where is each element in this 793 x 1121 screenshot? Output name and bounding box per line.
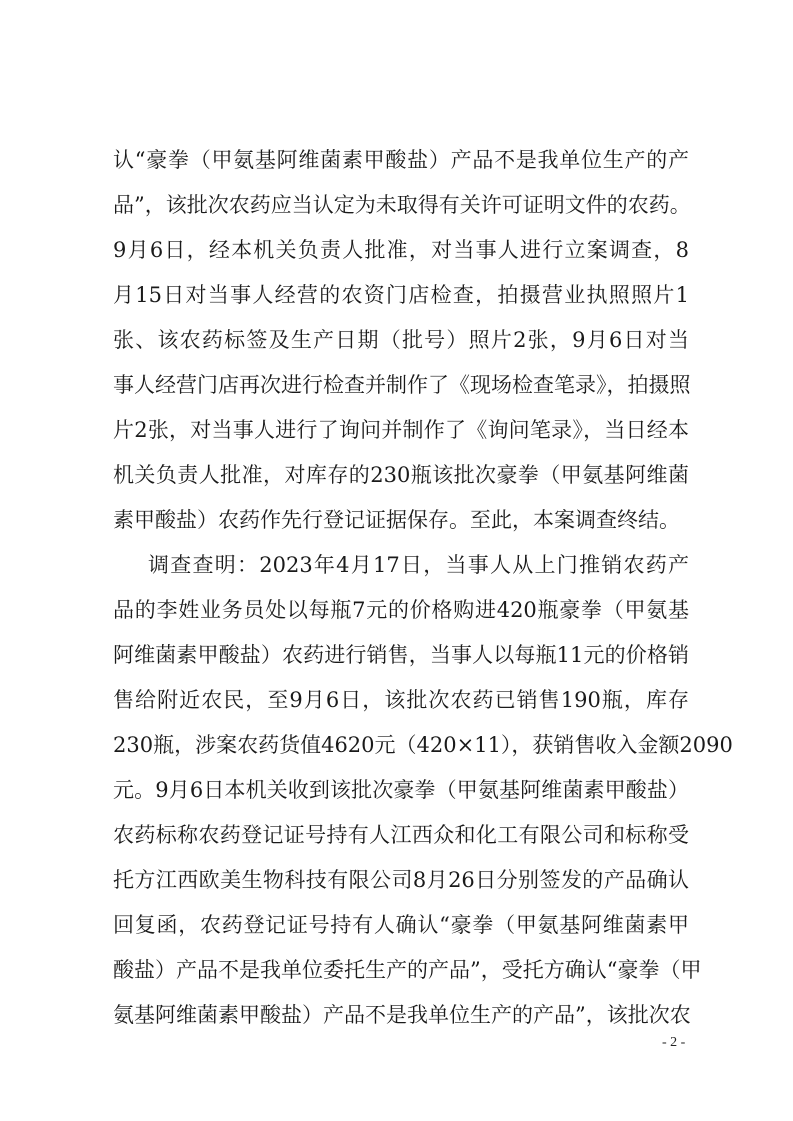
text-line-6: 事人经营门店再次进行检查并制作了《现场检查笔录》，拍摄照 <box>113 373 691 397</box>
text-line-2: 品”，该批次农药应当认定为未取得有关许可证明文件的农药。 <box>113 193 691 217</box>
text-line-15: 元。9月6日本机关收到该批次豪拳（甲氨基阿维菌素甲酸盐） <box>113 778 689 802</box>
text-line-19: 酸盐）产品不是我单位委托生产的产品”，受托方确认“豪拳（甲 <box>113 958 702 982</box>
text-line-4: 月15日对当事人经营的农资门店检查，拍摄营业执照照片1 <box>113 283 689 307</box>
text-line-20: 氨基阿维菌素甲酸盐）产品不是我单位生产的产品”，该批次农 <box>113 1003 691 1027</box>
text-line-13: 售给附近农民，至9月6日，该批次农药已销售190瓶，库存 <box>113 688 689 712</box>
text-line-5: 张、该农药标签及生产日期（批号）照片2张，9月6日对当 <box>113 328 689 352</box>
text-line-1: 认“豪拳（甲氨基阿维菌素甲酸盐）产品不是我单位生产的产 <box>113 148 689 172</box>
text-line-9: 素甲酸盐）农药作先行登记证据保存。至此，本案调查终结。 <box>113 508 680 532</box>
text-line-8: 机关负责人批准，对库存的230瓶该批次豪拳（甲氨基阿维菌 <box>113 463 689 487</box>
text-line-7: 片2张，对当事人进行了询问并制作了《询问笔录》，当日经本 <box>113 418 689 442</box>
text-line-18: 回复函，农药登记证号持有人确认“豪拳（甲氨基阿维菌素甲 <box>113 913 689 937</box>
text-line-3: 9月6日，经本机关负责人批准，对当事人进行立案调查，8 <box>113 238 689 262</box>
text-line-11: 品的李姓业务员处以每瓶7元的价格购进420瓶豪拳（甲氨基 <box>113 598 689 622</box>
text-line-16: 农药标称农药登记证号持有人江西众和化工有限公司和标称受 <box>113 823 689 847</box>
text-line-12: 阿维菌素甲酸盐）农药进行销售，当事人以每瓶11元的价格销 <box>113 643 689 667</box>
text-line-10: 调查查明：2023年4月17日，当事人从上门推销农药产 <box>148 553 689 577</box>
text-line-14: 230瓶，涉案农药货值4620元（420×11），获销售收入金额2090 <box>113 733 733 757</box>
page-number: - 2 - <box>662 1035 686 1050</box>
text-line-17: 托方江西欧美生物科技有限公司8月26日分别签发的产品确认 <box>113 868 689 892</box>
